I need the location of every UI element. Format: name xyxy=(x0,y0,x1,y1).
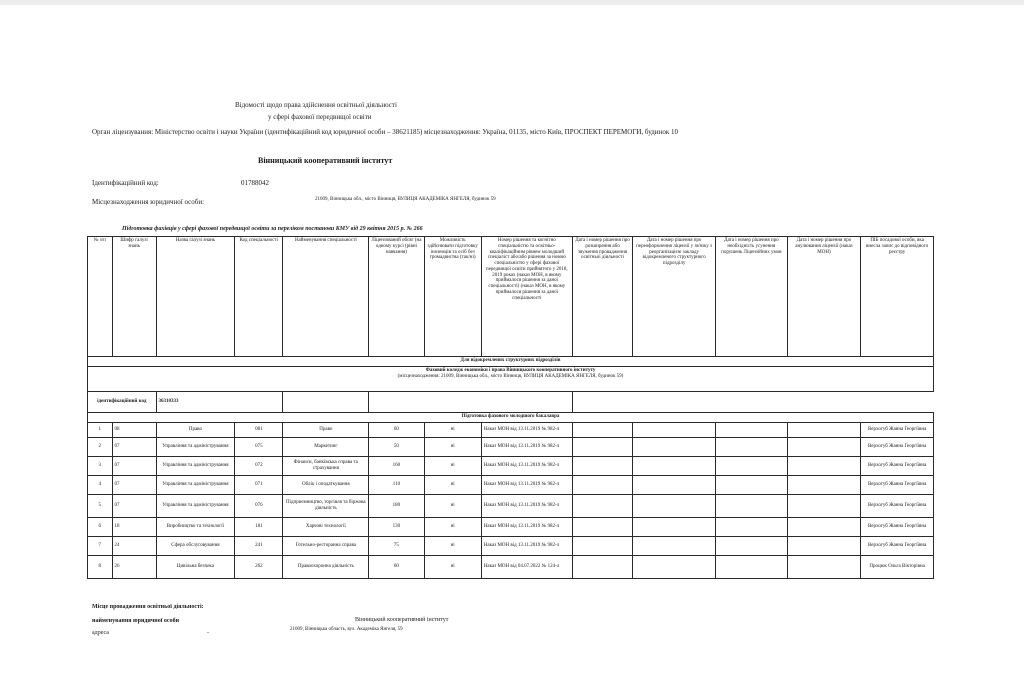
header-cell: ПІБ посадової особи, яка внесла запис до відповідного реєстру xyxy=(861,237,934,357)
specialty-code: 241 xyxy=(235,537,283,556)
empty-cell xyxy=(716,556,788,579)
college-row xyxy=(88,367,934,392)
footer-place-label: Місце провадження освітньої діяльності: xyxy=(92,604,204,610)
empty-cell xyxy=(633,423,716,438)
header-cell: Номер рішення та когнітно спеціальністю та освітньо-кваліфікаційним рівнем молодший спеціаліст або/або рішення за новою спеціальністю у сфері фахової передвищої освіти прийнятого у 2018, 2019 роках (наказ МОН, в якому приймалося рішення за даної спеціальності) (наказ МОН, в якому приймалося рішення за даної спеціальності xyxy=(481,237,572,357)
empty-cell xyxy=(787,556,861,579)
empty-cell xyxy=(633,518,716,537)
decision-order: Наказ МОН від 13.11.2019 № 982-л xyxy=(481,476,572,495)
empty-cell xyxy=(572,392,933,413)
table-row xyxy=(88,518,934,537)
college-id-value: 36310333 xyxy=(156,392,283,413)
empty-cell xyxy=(787,457,861,476)
address-label: Місцезнаходження юридичної особи: xyxy=(92,198,205,206)
empty-cell xyxy=(787,423,861,438)
decision-order: Наказ МОН від 13.11.2019 № 982-л xyxy=(481,457,572,476)
row-number: 4 xyxy=(88,476,113,495)
licensed-volume: 110 xyxy=(369,476,424,495)
empty-cell xyxy=(633,556,716,579)
row-number: 2 xyxy=(88,438,113,457)
header-cell: Найменування спеціальності xyxy=(283,237,369,357)
header-cell: Код спеціальності xyxy=(235,237,283,357)
header-cell: Назва галузі знань xyxy=(156,237,235,357)
header-cell: Шифр галузі знань xyxy=(112,237,156,357)
college-name: Фаховий коледж економіки і права Вінницького кооперативного інституту xyxy=(425,368,596,373)
table-row xyxy=(88,438,934,457)
field-name: Управління та адміністрування xyxy=(156,438,235,457)
decision-order: Наказ МОН від 13.11.2019 № 982-л xyxy=(481,438,572,457)
footer-address-separator: - xyxy=(207,630,209,636)
empty-cell xyxy=(572,423,632,438)
licensed-volume: 180 xyxy=(369,495,424,518)
table-row xyxy=(88,495,934,518)
licensed-volume: 160 xyxy=(369,457,424,476)
responsible-person: Верхогуб Жанна Георгіївна xyxy=(861,537,934,556)
licensed-volume: 75 xyxy=(369,537,424,556)
responsible-person: Верхогуб Жанна Георгіївна xyxy=(861,476,934,495)
section-title: Підготовка фахового молодшого бакалавра xyxy=(88,413,934,423)
address-value: 21009, Вінницька обл., місто Вінниця, ВУЛИЦЯ АКАДЕМІКА ЯНГЕЛЯ, будинок 59 xyxy=(315,197,496,202)
table-row xyxy=(88,476,934,495)
field-code: 18 xyxy=(112,518,156,537)
field-name: Управління та адміністрування xyxy=(156,495,235,518)
header-cell: Дата і номер рішення про переоформлення ліцензії у зв'язку з реорганізацією закладу відокремленого структурного підрозділу xyxy=(633,237,716,357)
specialty-code: 081 xyxy=(235,423,283,438)
empty-cell xyxy=(716,476,788,495)
specialty-code: 076 xyxy=(235,495,283,518)
table-header-row xyxy=(88,237,934,357)
foreign-students: ні xyxy=(424,556,481,579)
responsible-person: Верхогуб Жанна Георгіївна xyxy=(861,518,934,537)
doc-title-line1: Відомості щодо права здійснення освітньої діяльності xyxy=(235,101,397,109)
specialty-code: 262 xyxy=(235,556,283,579)
header-cell: Дата і номер рішення про необхідність усунення порушень Ліцензійних умов xyxy=(716,237,788,357)
field-code: 07 xyxy=(112,438,156,457)
responsible-person: Верхогуб Жанна Георгіївна xyxy=(861,495,934,518)
foreign-students: ні xyxy=(424,476,481,495)
header-cell: Дата і номер рішення про розширення або звуження провадження освітньої діяльності xyxy=(572,237,632,357)
empty-cell xyxy=(572,518,632,537)
field-code: 07 xyxy=(112,457,156,476)
decision-order: Наказ МОН від 04.07.2022 № 124-л xyxy=(481,556,572,579)
foreign-students: ні xyxy=(424,495,481,518)
field-code: 24 xyxy=(112,537,156,556)
empty-cell xyxy=(633,438,716,457)
licensed-volume: 130 xyxy=(369,518,424,537)
field-name: Право xyxy=(156,423,235,438)
footer-address-label: адреса xyxy=(92,630,109,636)
row-number: 5 xyxy=(88,495,113,518)
responsible-person: Процюк Ольга Вікторівна xyxy=(861,556,934,579)
licensing-authority: Орган ліцензування: Міністерство освіти і науки України (ідентифікаційний код юридичної особи – 38621185) місцезнаходження: Україна, 01135, місто Київ, ПРОСПЕКТ ПЕРЕМОГИ, будинок 10 xyxy=(92,128,678,136)
specialties-table xyxy=(87,236,934,579)
empty-cell xyxy=(369,392,573,413)
field-code: 07 xyxy=(112,476,156,495)
licensed-volume: 50 xyxy=(369,438,424,457)
licensed-volume: 60 xyxy=(369,556,424,579)
section-row-divisions xyxy=(88,357,934,367)
foreign-students: ні xyxy=(424,537,481,556)
table-row xyxy=(88,457,934,476)
field-name: Виробництво та технології xyxy=(156,518,235,537)
field-code: 26 xyxy=(112,556,156,579)
specialty-name: Харчові технології xyxy=(283,518,369,537)
table-row xyxy=(88,556,934,579)
specialty-code: 072 xyxy=(235,457,283,476)
foreign-students: ні xyxy=(424,518,481,537)
table-row xyxy=(88,537,934,556)
row-number: 7 xyxy=(88,537,113,556)
foreign-students: ні xyxy=(424,438,481,457)
foreign-students: ні xyxy=(424,457,481,476)
empty-cell xyxy=(572,438,632,457)
specialty-code: 181 xyxy=(235,518,283,537)
decision-order: Наказ МОН від 13.11.2019 № 982-л xyxy=(481,423,572,438)
college-cell xyxy=(88,367,934,392)
empty-cell xyxy=(716,438,788,457)
college-id-label: ідентифікаційний код xyxy=(88,392,157,413)
field-code: 08 xyxy=(112,423,156,438)
empty-cell xyxy=(787,495,861,518)
empty-cell xyxy=(716,423,788,438)
footer-name-value: Вінницький кооперативний інститут xyxy=(355,617,449,623)
row-number: 6 xyxy=(88,518,113,537)
responsible-person: Верхогуб Жанна Георгіївна xyxy=(861,457,934,476)
empty-cell xyxy=(572,537,632,556)
empty-cell xyxy=(716,495,788,518)
row-number: 1 xyxy=(88,423,113,438)
table-row xyxy=(88,423,934,438)
empty-cell xyxy=(787,518,861,537)
row-number: 3 xyxy=(88,457,113,476)
specialty-name: Правоохоронна діяльність xyxy=(283,556,369,579)
field-name: Сфера обслуговування xyxy=(156,537,235,556)
table-subheading: Підготовка фахівців у сфері фахової передвищої освіти за переліком постанови КМУ від 29 квітня 2015 р. № 266 xyxy=(122,226,423,232)
decision-order: Наказ МОН від 13.11.2019 № 982-л xyxy=(481,537,572,556)
doc-title-line2: у сфері фахової передвищої освіти xyxy=(268,113,372,121)
empty-cell xyxy=(787,537,861,556)
footer-name-label: найменування юридичної особи xyxy=(92,618,180,624)
specialty-name: Право xyxy=(283,423,369,438)
responsible-person: Верхогуб Жанна Георгіївна xyxy=(861,438,934,457)
id-code-label: Ідентифікаційний код: xyxy=(92,179,159,187)
field-name: Управління та адміністрування xyxy=(156,476,235,495)
empty-cell xyxy=(633,457,716,476)
empty-cell xyxy=(633,537,716,556)
empty-cell xyxy=(716,518,788,537)
empty-cell xyxy=(572,495,632,518)
empty-cell xyxy=(283,392,369,413)
empty-cell xyxy=(572,457,632,476)
empty-cell xyxy=(787,438,861,457)
field-name: Управління та адміністрування xyxy=(156,457,235,476)
empty-cell xyxy=(716,457,788,476)
specialty-code: 071 xyxy=(235,476,283,495)
scan-edge xyxy=(0,0,1024,5)
section-title: Для відокремлених структурних підрозділів xyxy=(88,357,934,367)
row-number: 8 xyxy=(88,556,113,579)
section-row-level xyxy=(88,413,934,423)
empty-cell xyxy=(716,537,788,556)
college-address: (місцезнаходження: 21009, Вінницька обл., місто Вінниця, ВУЛИЦЯ АКАДЕМІКА ЯНГЕЛЯ, будинок 59) xyxy=(397,373,624,379)
specialty-name: Облік і оподаткування xyxy=(283,476,369,495)
specialty-name: Підприємництво, торгівля та біржова діяльність xyxy=(283,495,369,518)
id-code-value: 01788042 xyxy=(241,179,269,187)
empty-cell xyxy=(572,476,632,495)
field-name: Цивільна безпека xyxy=(156,556,235,579)
decision-order: Наказ МОН від 13.11.2019 № 982-л xyxy=(481,518,572,537)
empty-cell xyxy=(633,476,716,495)
foreign-students: ні xyxy=(424,423,481,438)
header-cell: № з/п xyxy=(88,237,113,357)
empty-cell xyxy=(787,476,861,495)
responsible-person: Верхогуб Жанна Георгіївна xyxy=(861,423,934,438)
header-cell: Дата і номер рішення про анулювання ліцензії (наказ МОН) xyxy=(787,237,861,357)
field-code: 07 xyxy=(112,495,156,518)
specialty-name: Маркетинг xyxy=(283,438,369,457)
header-cell: Ліцензований обсяг (на одному курсі (рівні навчання) xyxy=(369,237,424,357)
institution-name: Вінницький кооперативний інститут xyxy=(258,156,393,165)
empty-cell xyxy=(572,556,632,579)
college-id-row xyxy=(88,392,934,413)
header-cell: Можливість здійснювати підготовку іноземців та осіб без громадянства (так/ні) xyxy=(424,237,481,357)
footer-address-value: 21009, Вінницька область, вул. Академіка Янгеля, 59 xyxy=(290,627,403,632)
specialty-name: Готельно-ресторанна справа xyxy=(283,537,369,556)
licensed-volume: 60 xyxy=(369,423,424,438)
empty-cell xyxy=(633,495,716,518)
specialty-name: Фінанси, банківська справа та страхування xyxy=(283,457,369,476)
specialty-code: 075 xyxy=(235,438,283,457)
decision-order: Наказ МОН від 13.11.2019 № 982-л xyxy=(481,495,572,518)
